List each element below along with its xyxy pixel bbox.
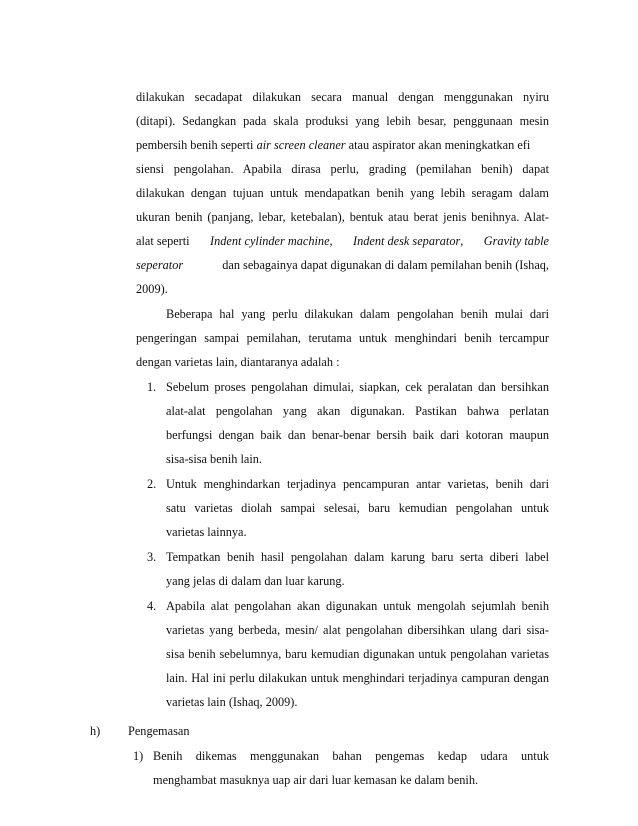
italic-term: Gravity table: [483, 234, 549, 248]
text-line: berfungsi dengan baik dan benar-benar bersih baik dari kotoran maupun: [166, 428, 549, 442]
list-number: 1.: [147, 380, 157, 394]
text-line: alat-alat pengolahan yang akan digunakan. Pastikan bahwa perlatan: [166, 404, 549, 418]
text-line: varietas lainnya.: [166, 525, 247, 539]
text-segment: atau aspirator akan meningkatkan efi: [348, 138, 531, 152]
text-line: Apabila alat pengolahan akan digunakan untuk mengolah sejumlah benih: [166, 599, 549, 613]
text-line: yang jelas di dalam dan luar karung.: [166, 574, 345, 588]
section-label: h): [90, 724, 101, 738]
text-segment: ,: [460, 234, 464, 248]
italic-term: air screen cleaner: [256, 138, 346, 152]
text-line: satu varietas diolah sampai selesai, baru kemudian pengolahan untuk: [166, 501, 549, 515]
text-line: varietas yang berbeda, mesin/ alat pengolahan dibersihkan ulang dari sisa-: [166, 623, 549, 637]
text-line: [136, 253, 549, 277]
text-line: varietas lain (Ishaq, 2009).: [166, 695, 298, 709]
text-line: sisa benih sebelumnya, baru kemudian digunakan untuk pengolahan varietas: [166, 647, 549, 661]
text-line: Beberapa hal yang perlu dilakukan dalam pengolahan benih mulai dari: [166, 307, 549, 321]
text-line: Untuk menghindarkan terjadinya pencampuran antar varietas, benih dari: [166, 477, 549, 491]
italic-term: Indent desk separator: [353, 234, 461, 248]
text-line: lain. Hal ini perlu dilakukan untuk menghindari terjadinya campuran dengan: [166, 671, 549, 685]
italic-term: Indent cylinder machine: [210, 234, 330, 248]
text-line: (ditapi). Sedangkan pada skala produksi yang lebih besar, penggunaan mesin: [136, 114, 549, 128]
text-line: dilakukan dengan tujuan untuk mendapatkan benih yang lebih seragam dalam: [136, 186, 549, 200]
italic-group: [210, 229, 333, 253]
text-line: Sebelum proses pengolahan dimulai, siapkan, cek peralatan dan bersihkan: [166, 380, 549, 394]
text-line: pengeringan sampai pemilahan, terutama untuk menghindari benih tercampur: [136, 331, 549, 345]
list-number: 3.: [147, 550, 157, 564]
text-line: ukuran benih (panjang, lebar, ketebalan), bentuk atau berat jenis benihnya. Alat-: [136, 210, 549, 224]
text-line: dilakukan secadapat dilakukan secara manual dengan menggunakan nyiru: [136, 90, 549, 104]
text-segment: ,: [329, 234, 333, 248]
text-line: sisa-sisa benih lain.: [166, 452, 262, 466]
text-segment: dan sebagainya dapat digunakan di dalam pemilahan benih (Ishaq,: [222, 258, 549, 272]
text-line: [136, 229, 549, 253]
text-line: [136, 133, 549, 157]
text-line: Benih dikemas menggunakan bahan pengemas kedap udara untuk: [153, 749, 549, 763]
italic-term: seperator: [136, 258, 184, 272]
list-number: 2.: [147, 477, 157, 491]
list-number: 4.: [147, 599, 157, 613]
text-line: 2009).: [136, 282, 168, 296]
italic-group: [353, 229, 463, 253]
text-segment: alat seperti: [136, 234, 190, 248]
section-title: Pengemasan: [128, 724, 190, 738]
text-segment: pembersih benih seperti: [136, 138, 254, 152]
list-number: 1): [133, 749, 144, 763]
text-line: dengan varietas lain, diantaranya adalah :: [136, 355, 340, 369]
text-line: menghambat masuknya uap air dari luar kemasan ke dalam benih.: [153, 773, 479, 787]
text-line: Tempatkan benih hasil pengolahan dalam karung baru serta diberi label: [166, 550, 549, 564]
text-line: siensi pengolahan. Apabila dirasa perlu, grading (pemilahan benih) dapat: [136, 162, 549, 176]
